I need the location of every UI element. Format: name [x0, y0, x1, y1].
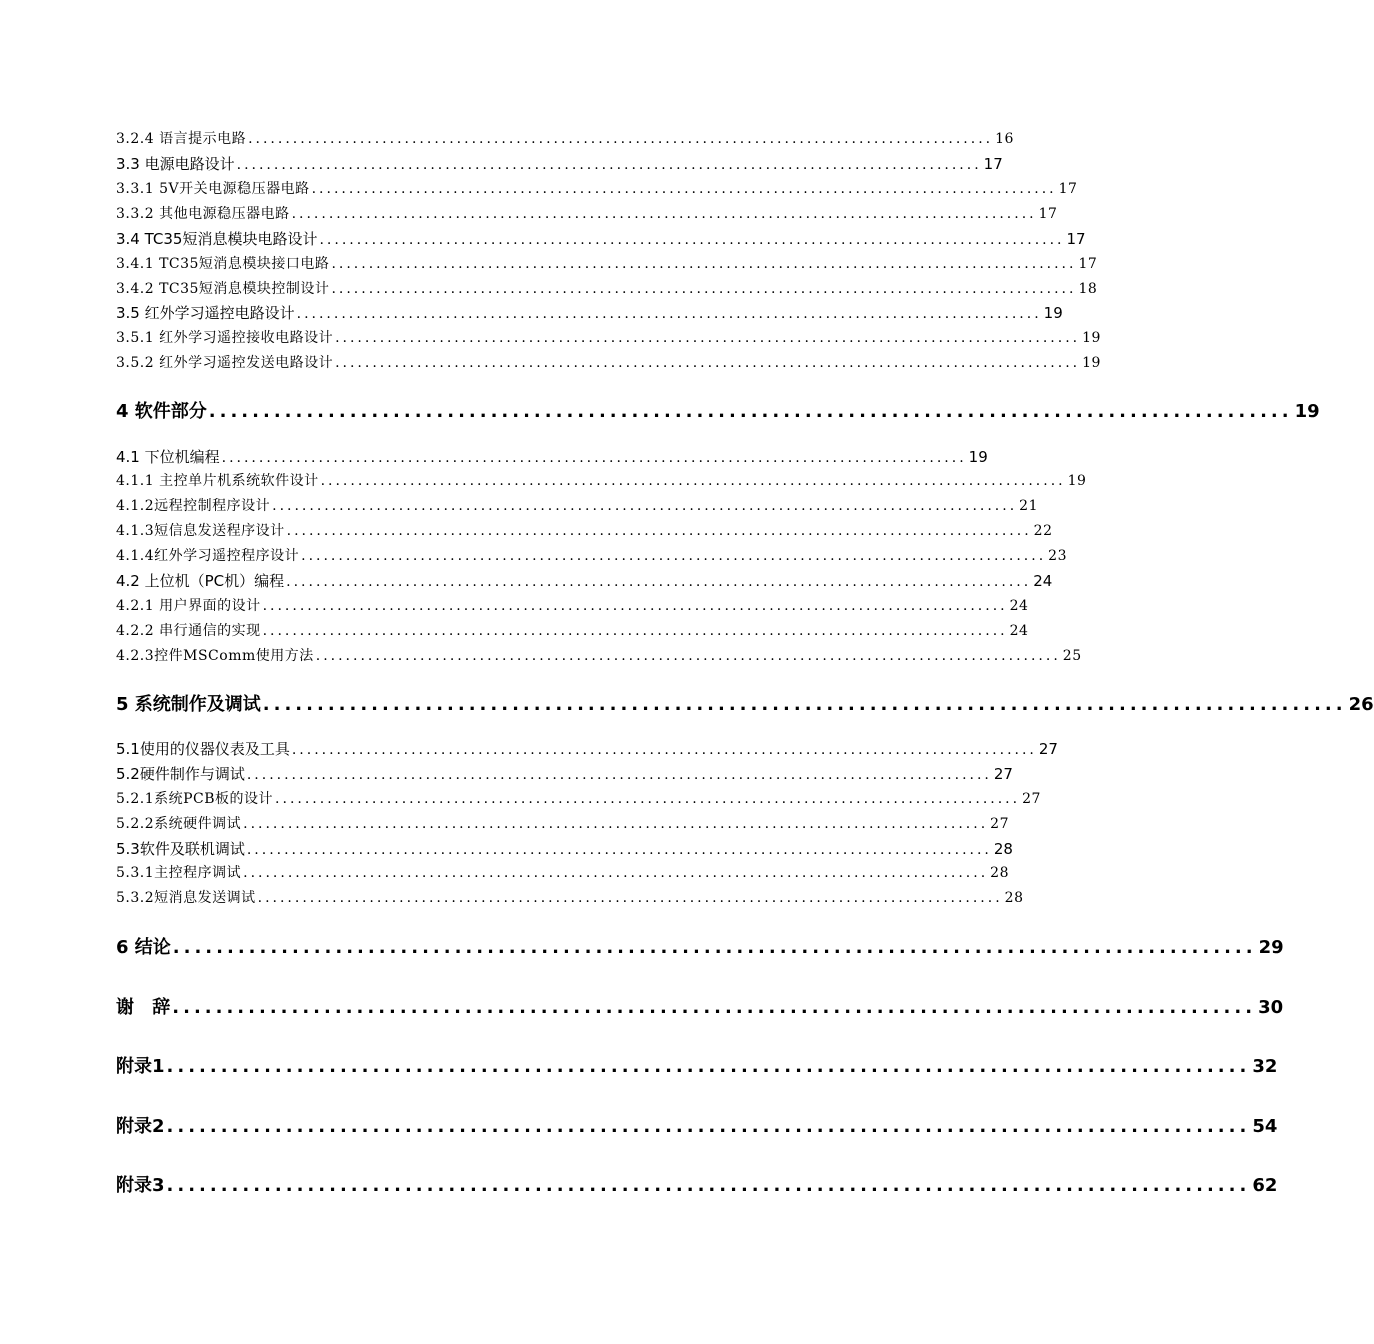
toc-entry — [116, 495, 1038, 515]
toc-entry-label: 4.2.3控件MSComm使用方法 — [116, 648, 314, 664]
toc-entry — [116, 228, 1086, 249]
toc-chapter-page: 30 — [1258, 997, 1284, 1018]
toc-chapter-page: 54 — [1252, 1116, 1278, 1137]
toc-entry — [116, 327, 1101, 347]
toc-entry-page: 17 — [1066, 230, 1086, 248]
dot-leader: .................................................................................................... — [248, 131, 994, 147]
toc-entry — [116, 570, 1053, 591]
toc-entry-label: 5.1使用的仪器仪表及工具 — [116, 740, 290, 758]
toc-chapter-label: 5 系统制作及调试 — [116, 694, 261, 715]
toc-chapter-label: 附录1 — [116, 1056, 165, 1077]
toc-entry-page: 17 — [983, 155, 1003, 173]
dot-leader: .................................................................................................... — [262, 598, 1008, 614]
toc-entry — [116, 203, 1058, 223]
toc-chapter-label: 6 结论 — [116, 937, 171, 958]
toc-entry-page: 19 — [1067, 473, 1087, 489]
toc-entry-page: 24 — [1033, 572, 1053, 590]
toc-entry-label: 4.1 下位机编程 — [116, 448, 220, 466]
toc-entry-page: 19 — [968, 448, 988, 466]
toc-entry-label: 3.4.1 TC35短消息模块接口电路 — [116, 256, 330, 272]
toc-entry-page: 24 — [1009, 623, 1029, 639]
toc-entry-page: 28 — [1004, 890, 1024, 906]
toc-entry-label: 3.5.1 红外学习遥控接收电路设计 — [116, 330, 334, 346]
toc-entry-page: 17 — [1038, 206, 1058, 222]
dot-leader: .................................................................................................... — [275, 791, 1021, 807]
toc-entry-page: 19 — [1082, 355, 1101, 371]
toc-chapter-label: 4 软件部分 — [116, 401, 207, 422]
dot-leader: .................................................................................................... — [291, 742, 1037, 758]
toc-entry-page: 19 — [1082, 330, 1101, 346]
toc-entry — [116, 887, 1024, 907]
toc-entry-label: 4.2.2 串行通信的实现 — [116, 623, 261, 639]
dot-leader: .................................................................................................... — [319, 232, 1065, 248]
toc-entry-page: 25 — [1062, 648, 1082, 664]
toc-entry — [116, 178, 1078, 198]
toc-entry-label: 4.2 上位机（PC机）编程 — [116, 572, 285, 590]
toc-entry-label: 3.4.2 TC35短消息模块控制设计 — [116, 281, 330, 297]
toc-entry-page: 16 — [995, 131, 1014, 147]
dot-leader: .................................................................................................... — [331, 281, 1077, 297]
toc-entry-label: 4.1.3短信息发送程序设计 — [116, 523, 285, 539]
toc-entry-page: 21 — [1019, 498, 1038, 514]
toc-entry-page: 28 — [993, 840, 1013, 858]
toc-chapter-label: 附录3 — [116, 1175, 165, 1196]
dot-leader: .................................................................................................... — [172, 997, 1257, 1018]
dot-leader: .................................................................................................... — [221, 450, 967, 466]
toc-entry — [116, 470, 1087, 490]
toc-chapter — [116, 1171, 1278, 1197]
toc-entry — [116, 302, 1063, 323]
toc-entry-label: 4.1.4红外学习遥控程序设计 — [116, 548, 300, 564]
toc-entry-label: 5.3软件及联机调试 — [116, 840, 245, 858]
toc-entry-label: 4.2.1 用户界面的设计 — [116, 598, 261, 614]
toc-entry-page: 23 — [1048, 548, 1067, 564]
dot-leader: .................................................................................................... — [166, 1116, 1251, 1137]
toc-entry-label: 5.2.1系统PCB板的设计 — [116, 791, 274, 807]
toc-chapter — [116, 690, 1374, 716]
toc-entry-page: 17 — [1058, 181, 1078, 197]
toc-entry-label: 5.3.1主控程序调试 — [116, 865, 242, 881]
toc-entry — [116, 128, 1014, 148]
toc-chapter — [116, 993, 1284, 1019]
dot-leader: .................................................................................................... — [236, 157, 982, 173]
toc-entry — [116, 446, 988, 467]
toc-entry-page: 24 — [1009, 598, 1029, 614]
dot-leader: .................................................................................................... — [246, 767, 992, 783]
toc-entry-label: 4.1.2远程控制程序设计 — [116, 498, 271, 514]
dot-leader: .................................................................................................... — [335, 355, 1081, 371]
toc-entry-label: 3.2.4 语言提示电路 — [116, 131, 247, 147]
toc-chapter-label: 谢 辞 — [116, 997, 171, 1018]
toc-entry-label: 5.2硬件制作与调试 — [116, 765, 245, 783]
dot-leader: .................................................................................................... — [335, 330, 1081, 346]
dot-leader: .................................................................................................... — [331, 256, 1077, 272]
toc-entry — [116, 838, 1013, 859]
toc-entry-label: 3.5 红外学习遥控电路设计 — [116, 304, 295, 322]
toc-entry-label: 3.3.1 5V开关电源稳压器电路 — [116, 181, 310, 197]
dot-leader: .................................................................................................... — [208, 401, 1293, 422]
dot-leader: .................................................................................................... — [243, 865, 989, 881]
dot-leader: .................................................................................................... — [262, 694, 1347, 715]
toc-entry-page: 27 — [990, 816, 1009, 832]
toc-chapter-page: 26 — [1348, 694, 1374, 715]
toc-chapter — [116, 1112, 1278, 1138]
toc-entry-label: 3.5.2 红外学习遥控发送电路设计 — [116, 355, 334, 371]
toc-chapter-page: 19 — [1294, 401, 1320, 422]
dot-leader: .................................................................................................... — [262, 623, 1008, 639]
toc-entry-page: 28 — [990, 865, 1009, 881]
dot-leader: .................................................................................................... — [166, 1175, 1251, 1196]
toc-chapter-label: 附录2 — [116, 1116, 165, 1137]
toc-entry — [116, 520, 1053, 540]
toc-entry-page: 27 — [993, 765, 1013, 783]
toc-entry-label: 5.2.2系统硬件调试 — [116, 816, 242, 832]
dot-leader: .................................................................................................... — [320, 473, 1066, 489]
toc-chapter-page: 29 — [1258, 937, 1284, 958]
toc-entry-label: 3.4 TC35短消息模块电路设计 — [116, 230, 318, 248]
toc-entry — [116, 620, 1029, 640]
toc-entry — [116, 763, 1013, 784]
toc-chapter-page: 62 — [1252, 1175, 1278, 1196]
toc-entry — [116, 278, 1098, 298]
dot-leader: .................................................................................................... — [272, 498, 1018, 514]
dot-leader: .................................................................................................... — [246, 842, 992, 858]
dot-leader: .................................................................................................... — [315, 648, 1061, 664]
dot-leader: .................................................................................................... — [172, 937, 1257, 958]
toc-entry-label: 5.3.2短消息发送调试 — [116, 890, 256, 906]
dot-leader: .................................................................................................... — [301, 548, 1047, 564]
toc-entry-label: 3.3.2 其他电源稳压器电路 — [116, 206, 290, 222]
toc-chapter — [116, 397, 1320, 423]
dot-leader: .................................................................................................... — [286, 574, 1032, 590]
dot-leader: .................................................................................................... — [291, 206, 1037, 222]
toc-entry — [116, 813, 1009, 833]
toc-entry — [116, 153, 1003, 174]
toc-entry-page: 27 — [1022, 791, 1041, 807]
toc-entry-label: 4.1.1 主控单片机系统软件设计 — [116, 473, 319, 489]
toc-entry — [116, 595, 1029, 615]
toc-entry — [116, 253, 1098, 273]
toc-entry — [116, 545, 1067, 565]
toc-chapter-page: 32 — [1252, 1056, 1278, 1077]
toc-entry-page: 22 — [1033, 523, 1053, 539]
toc-entry — [116, 738, 1058, 759]
toc-entry — [116, 788, 1041, 808]
toc-entry — [116, 352, 1101, 372]
toc-entry-page: 19 — [1043, 304, 1063, 322]
dot-leader: .................................................................................................... — [243, 816, 989, 832]
toc-entry — [116, 645, 1082, 665]
toc-entry-label: 3.3 电源电路设计 — [116, 155, 235, 173]
toc-entry-page: 17 — [1078, 256, 1098, 272]
toc-entry-page: 18 — [1078, 281, 1098, 297]
toc-chapter — [116, 933, 1284, 959]
dot-leader: .................................................................................................... — [257, 890, 1003, 906]
toc-chapter — [116, 1052, 1278, 1078]
dot-leader: .................................................................................................... — [166, 1056, 1251, 1077]
toc-entry — [116, 862, 1009, 882]
toc-entry-page: 27 — [1038, 740, 1058, 758]
dot-leader: .................................................................................................... — [286, 523, 1032, 539]
dot-leader: .................................................................................................... — [311, 181, 1057, 197]
dot-leader: .................................................................................................... — [296, 306, 1042, 322]
